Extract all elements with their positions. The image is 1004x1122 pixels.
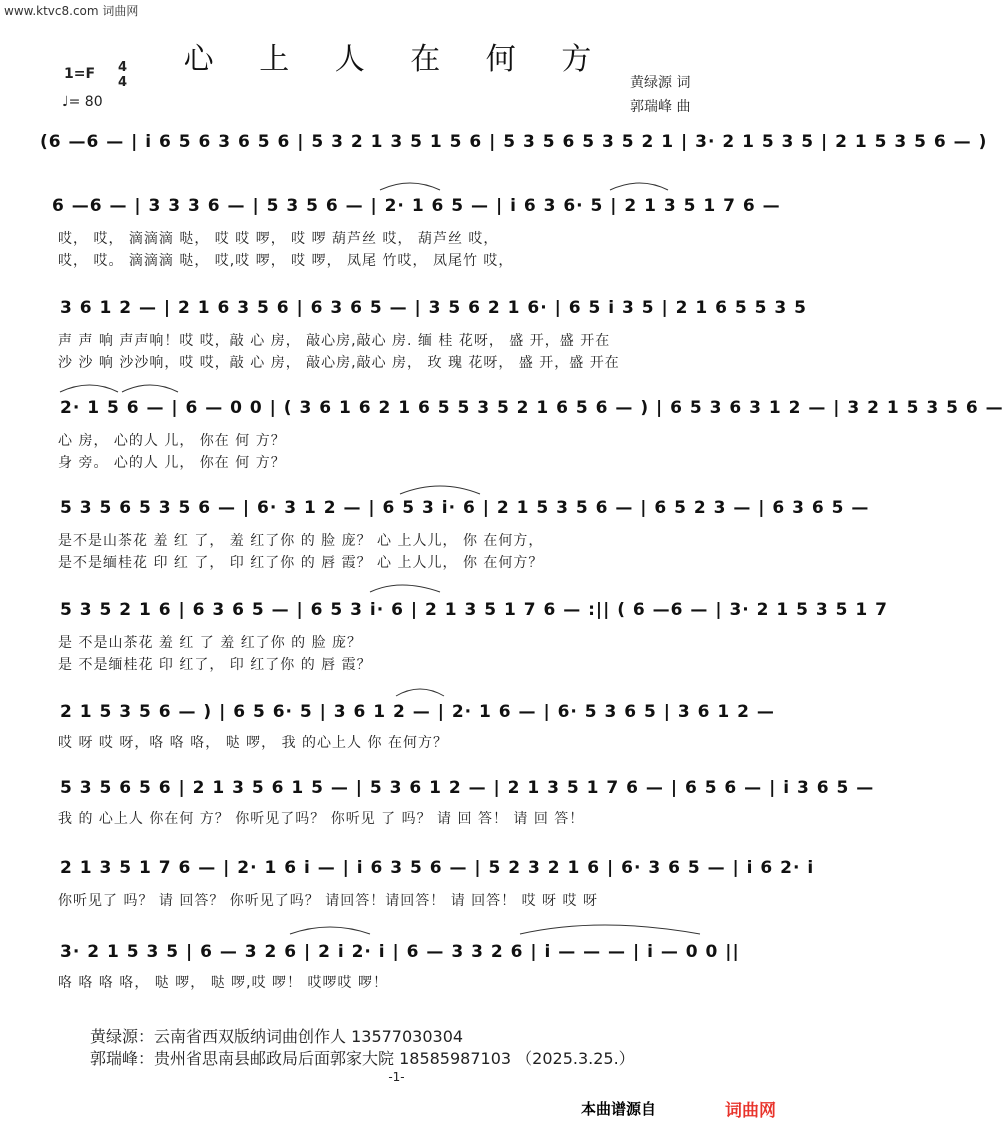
score-row-6-lyric-2: 是 不是缅桂花 印 红了， 印 红了你 的 唇 霞？ xyxy=(58,657,372,673)
score-row-2-notes: 6 —6 — | 3 3 3 6 — | 5 3 5 6 — | 2· 1 6 5 — | i 6 3 6· 5 | 2 1 3 5 1 7 6 — xyxy=(52,196,781,216)
score-row-1-notes: (6 —6 — | i 6 5 6 3 6 5 6 | 5 3 2 1 3 5 1 5 6 | 5 3 5 6 5 3 5 2 1 | 3· 2 1 5 3 5 | 2 1 5 3 5 6 — ) xyxy=(40,132,988,152)
lyricist-credit: 黄绿源 词 xyxy=(630,75,691,91)
time-sig-top: 4 xyxy=(118,60,128,75)
score-row-5-notes: 5 3 5 6 5 3 5 6 — | 6· 3 1 2 — | 6 5 3 i· 6 | 2 1 5 3 5 6 — | 6 5 2 3 — | 6 3 6 5 — xyxy=(60,498,870,518)
score-row-4-notes: 2· 1 5 6 — | 6 — 0 0 | ( 3 6 1 6 2 1 6 5 5 3 5 2 1 6 5 6 — ) | 6 5 3 6 3 1 2 — | 3 2 1 5 3 5 6 — xyxy=(60,398,1004,418)
score-row-5-lyric-1: 是不是山茶花 羞 红 了， 羞 红了你 的 脸 庞？ 心 上人儿， 你 在何方， xyxy=(58,533,544,549)
song-title: 心 上 人 在 何 方 xyxy=(183,42,610,77)
score-row-7-notes: 2 1 5 3 5 6 — ) | 6 5 6· 5 | 3 6 1 2 — | 2· 1 6 — | 6· 5 3 6 5 | 3 6 1 2 — xyxy=(60,702,775,722)
page-number: -1- xyxy=(388,1070,405,1084)
brand-logo[interactable]: 词曲网 xyxy=(725,1101,776,1121)
quarter-note-icon: ♩ xyxy=(62,94,69,110)
score-row-3-lyric-2: 沙 沙 响 沙沙响，哎 哎，敲 心 房， 敲心房,敲心 房， 玫 瑰 花呀， 盛 开，盛 开在 xyxy=(58,355,620,371)
score-row-4-lyric-1: 心 房， 心的人 儿， 你在 何 方？ xyxy=(58,433,286,449)
score-row-2-lyric-1: 哎， 哎， 滴滴滴 哒， 哎 哎 啰， 哎 啰 葫芦丝 哎， 葫芦丝 哎， xyxy=(58,231,499,247)
score-row-4-lyric-2: 身 旁。 心的人 儿， 你在 何 方？ xyxy=(58,455,286,471)
footer-lyricist-info: 黄绿源：云南省西双版纳词曲创作人 13577030304 xyxy=(90,1027,464,1046)
score-row-10-notes: 3· 2 1 5 3 5 | 6 — 3 2 6 | 2 i 2· i | 6 — 3 3 2 6 | i — — — | i — 0 0 || xyxy=(60,942,740,962)
time-sig-bottom: 4 xyxy=(118,75,128,90)
score-row-8-notes: 5 3 5 6 5 6 | 2 1 3 5 6 1 5 — | 5 3 6 1 2 — | 2 1 3 5 1 7 6 — | 6 5 6 — | i 3 6 5 — xyxy=(60,778,875,798)
score-row-3-lyric-1: 声 声 响 声声响！哎 哎，敲 心 房， 敲心房,敲心 房. 缅 桂 花呀， 盛 开，盛 开在 xyxy=(58,333,611,349)
score-row-2-lyric-2: 哎， 哎。 滴滴滴 哒， 哎,哎 啰， 哎 啰， 凤尾 竹哎， 凤尾竹 哎， xyxy=(58,253,514,269)
slur-arc xyxy=(400,486,480,494)
score-row-8-lyric-1: 我 的 心上人 你在何 方？ 你听见了吗？ 你听见 了 吗？ 请 回 答！ 请 回 答！ xyxy=(58,811,585,827)
slur-arc xyxy=(122,385,178,392)
score-row-9-notes: 2 1 3 5 1 7 6 — | 2· 1 6 i — | i 6 3 5 6 — | 5 2 3 2 1 6 | 6· 3 6 5 — | i 6 2· i xyxy=(60,858,815,878)
score-row-6-notes: 5 3 5 2 1 6 | 6 3 6 5 — | 6 5 3 i· 6 | 2 1 3 5 1 7 6 — :|| ( 6 —6 — | 3· 2 1 5 3 5 1 7 xyxy=(60,600,888,620)
site-url[interactable]: www.ktvc8.com 词曲网 xyxy=(4,4,139,18)
score-row-3-notes: 3 6 1 2 — | 2 1 6 3 5 6 | 6 3 6 5 — | 3 5 6 2 1 6· | 6 5 i 3 5 | 2 1 6 5 5 3 5 xyxy=(60,298,807,318)
slur-arc xyxy=(370,585,440,592)
key-signature: 1=F xyxy=(64,66,96,82)
slur-arc xyxy=(396,689,444,696)
score-row-5-lyric-2: 是不是缅桂花 印 红 了， 印 红了你 的 唇 霞？ 心 上人儿， 你 在何方？ xyxy=(58,555,544,571)
slur-arc xyxy=(60,385,118,392)
composer-credit: 郭瑞峰 曲 xyxy=(630,99,691,115)
slur-arc xyxy=(520,925,700,934)
footer-composer-info: 郭瑞峰：贵州省思南县邮政局后面郭家大院 18585987103 （2025.3.25.） xyxy=(90,1049,635,1068)
tempo-marking: ♩= 80 xyxy=(62,94,103,110)
score-row-7-lyric-1: 哎 呀 哎 呀，咯 咯 咯， 哒 啰， 我 的心上人 你 在何方？ xyxy=(58,735,448,751)
slur-arc xyxy=(610,183,668,190)
score-row-10-lyric-1: 咯 咯 咯 咯， 哒 啰， 哒 啰,哎 啰！ 哎啰哎 啰！ xyxy=(58,975,388,991)
slur-arc xyxy=(290,927,370,934)
score-row-6-lyric-1: 是 不是山茶花 羞 红 了 羞 红了你 的 脸 庞？ xyxy=(58,635,363,651)
source-label: 本曲谱源自 xyxy=(581,1100,657,1118)
score-row-9-lyric-1: 你听见了 吗？ 请 回答？ 你听见了吗？ 请回答！请回答！ 请 回答！ 哎 呀 哎 呀 xyxy=(58,893,598,909)
slur-arc xyxy=(380,183,440,190)
